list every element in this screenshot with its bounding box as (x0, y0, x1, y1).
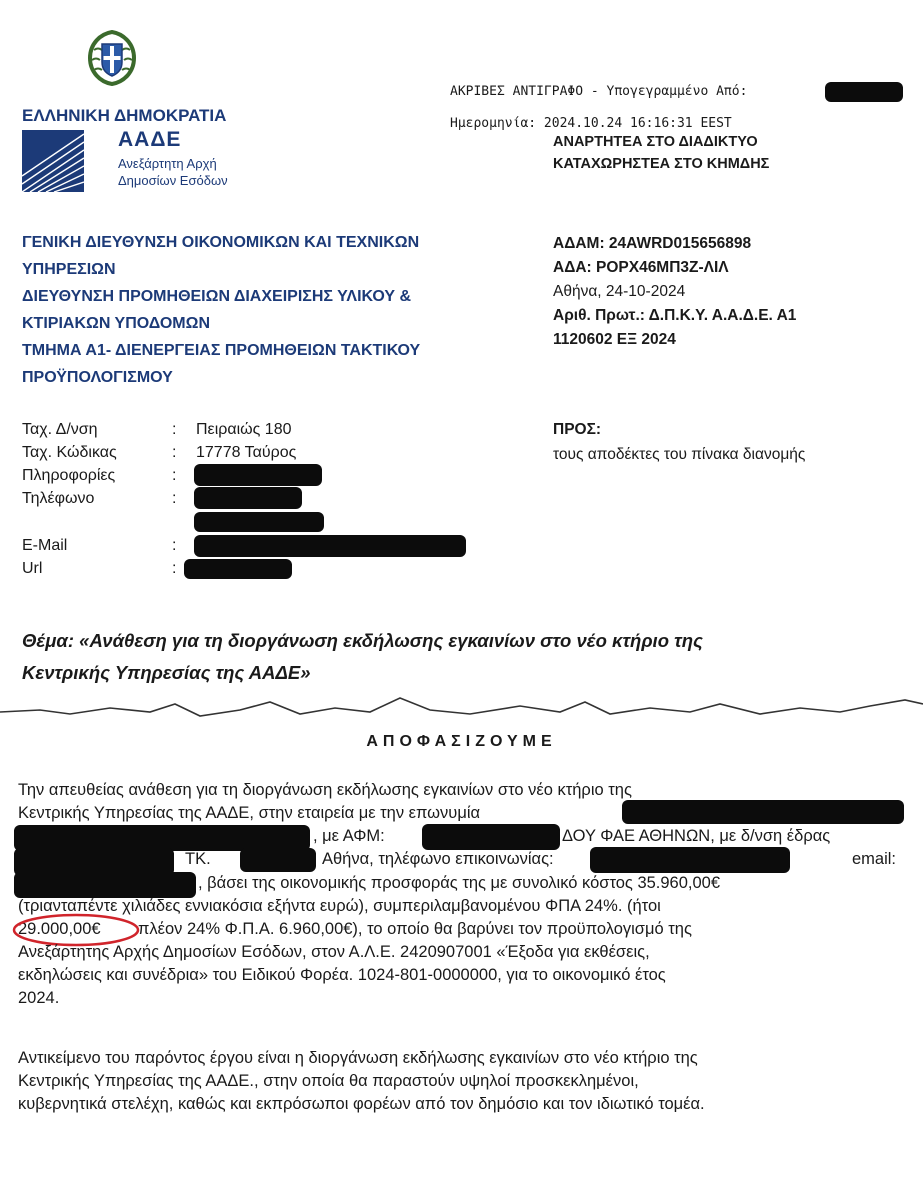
adam-number: ΑΔΑΜ: 24AWRD015656898 (553, 235, 752, 252)
info-colon: : (172, 467, 177, 484)
to-label: ΠΡΟΣ: (553, 421, 602, 438)
redaction-postcode (240, 848, 316, 872)
posting-note-1: ΑΝΑΡΤΗΤΕΑ ΣΤΟ ΔΙΑΔΙΚΤΥΟ (553, 134, 758, 150)
address-value: Πειραιώς 180 (196, 421, 292, 438)
postal-colon: : (172, 444, 177, 461)
department-line: ΠΡΟΫΠΟΛΟΓΙΣΜΟΥ (22, 369, 173, 386)
department-line: ΥΠΗΡΕΣΙΩΝ (22, 261, 116, 278)
address-colon: : (172, 421, 177, 438)
p1-line-9: εκδηλώσεις και συνέδρια» του Ειδικού Φορέα. 1024-801-0000000, για το οικονομικό έτος (18, 966, 666, 984)
redaction-company-name (622, 800, 904, 824)
url-colon: : (172, 560, 177, 577)
address-label: Ταχ. Δ/νση (22, 421, 98, 438)
p1-line-7b: πλέον 24% Φ.Π.Α. 6.960,00€), το οποίο θα βαρύνει τον προϋπολογισμό της (138, 920, 692, 938)
email-label: E-Mail (22, 537, 68, 554)
p1-line-4b: Αθήνα, τηλέφωνο επικοινωνίας: (322, 850, 554, 868)
postal-value: 17778 Ταύρος (196, 444, 297, 461)
postal-label: Ταχ. Κώδικας (22, 444, 117, 461)
copy-note: ΑΚΡΙΒΕΣ ΑΝΤΙΓΡΑΦΟ - Υπογεγραμμένο Από: (450, 84, 748, 99)
amount-net: 29.000,00€ (18, 920, 101, 938)
department-line: ΤΜΗΜΑ Α1- ΔΙΕΝΕΡΓΕΙΑΣ ΠΡΟΜΗΘΕΙΩΝ ΤΑΚΤΙΚΟΥ (22, 342, 421, 359)
p1-line-3b: ΔΟΥ ΦΑΕ ΑΘΗΝΩΝ, με δ/νση έδρας (562, 827, 831, 845)
p1-line-8: Ανεξάρτητης Αρχής Δημοσίων Εσόδων, στον Α.Λ.Ε. 2420907001 «Έξοδα για εκθέσεις, (18, 943, 650, 961)
department-line: ΔΙΕΥΘΥΝΣΗ ΠΡΟΜΗΘΕΙΩΝ ΔΙΑΧΕΙΡΙΣΗΣ ΥΛΙΚΟΥ & (22, 288, 412, 305)
protocol-number-2: 1120602 ΕΞ 2024 (553, 331, 676, 348)
redaction-vat-number (422, 824, 560, 850)
url-label: Url (22, 560, 43, 577)
p1-line-5: , βάσει της οικονομικής προσφοράς της με συνολικό κόστος 35.960,00€ (198, 874, 721, 892)
greek-emblem-icon (82, 28, 142, 88)
org-full-name-line1: Ανεξάρτητη Αρχή (118, 156, 217, 171)
redaction-signer (825, 82, 903, 102)
p1-line-1: Την απευθείας ανάθεση για τη διοργάνωση εκδήλωσης εγκαινίων στο νέο κτήριο της (18, 781, 632, 799)
p1-line-4c: email: (852, 850, 897, 868)
redaction-email (194, 535, 466, 557)
department-line: ΚΤΙΡΙΑΚΩΝ ΥΠΟΔΟΜΩΝ (22, 315, 211, 332)
decision-heading: ΑΠΟΦΑΣΙΖΟΥΜΕ (366, 733, 557, 750)
redaction-phone (194, 487, 302, 509)
aade-logo-icon (22, 130, 84, 192)
redaction-contact-phone (590, 847, 790, 873)
p2-line-1: Αντικείμενο του παρόντος έργου είναι η διοργάνωση εκδήλωσης εγκαινίων στο νέο κτήριο της (18, 1049, 698, 1067)
p1-line-4a: ΤΚ. (185, 850, 211, 868)
redaction-url (184, 559, 292, 579)
torn-edge-divider (0, 690, 923, 730)
p1-line-10: 2024. (18, 989, 60, 1007)
org-full-name-line2: Δημοσίων Εσόδων (118, 173, 228, 188)
posting-note-2: ΚΑΤΑΧΩΡΗΣΤΕΑ ΣΤΟ ΚΗΜΔΗΣ (553, 156, 770, 172)
email-colon: : (172, 537, 177, 554)
org-short-name: ΑΑΔΕ (118, 128, 182, 151)
info-label: Πληροφορίες (22, 467, 116, 484)
p1-line-3a: , με ΑΦΜ: (313, 827, 385, 845)
redaction-extra (194, 512, 324, 532)
p2-line-2: Κεντρικής Υπηρεσίας της ΑΑΔΕ., στην οποία θα παραστούν υψηλοί προσκεκλημένοι, (18, 1072, 639, 1090)
department-line: ΓΕΝΙΚΗ ΔΙΕΥΘΥΝΣΗ ΟΙΚΟΝΟΜΙΚΩΝ ΚΑΙ ΤΕΧΝΙΚΩΝ (22, 234, 420, 251)
p1-line-6: (τριανταπέντε χιλιάδες εννιακόσια εξήντα ευρώ), συμπεριλαμβανομένου ΦΠΑ 24%. (ήτοι (18, 897, 661, 915)
p2-line-3: κυβερνητικά στελέχη, καθώς και εκπρόσωποι φορέων από τον δημόσιο και τον ιδιωτικό τομέα. (18, 1095, 705, 1113)
phone-colon: : (172, 490, 177, 507)
place-date: Αθήνα, 24-10-2024 (553, 283, 686, 300)
p1-line-2: Κεντρικής Υπηρεσίας της ΑΑΔΕ, στην εταιρεία με την επωνυμία (18, 804, 481, 822)
phone-label: Τηλέφωνο (22, 490, 95, 507)
redaction-info (194, 464, 322, 486)
ada-number: ΑΔΑ: ΡΟΡΧ46ΜΠ3Ζ-ΛΙΛ (553, 259, 729, 276)
protocol-number-1: Αριθ. Πρωτ.: Δ.Π.Κ.Υ. Α.Α.Δ.Ε. Α1 (553, 307, 797, 324)
to-value: τους αποδέκτες του πίνακα διανομής (553, 446, 806, 463)
signature-date: Ημερομηνία: 2024.10.24 16:16:31 EEST (450, 116, 732, 131)
subject-line-1: Θέμα: «Ανάθεση για τη διοργάνωση εκδήλωσης εγκαινίων στο νέο κτήριο της (22, 630, 703, 651)
republic-title: ΕΛΛΗΝΙΚΗ ΔΗΜΟΚΡΑΤΙΑ (22, 106, 227, 125)
subject-line-2: Κεντρικής Υπηρεσίας της ΑΑΔΕ» (22, 662, 311, 683)
